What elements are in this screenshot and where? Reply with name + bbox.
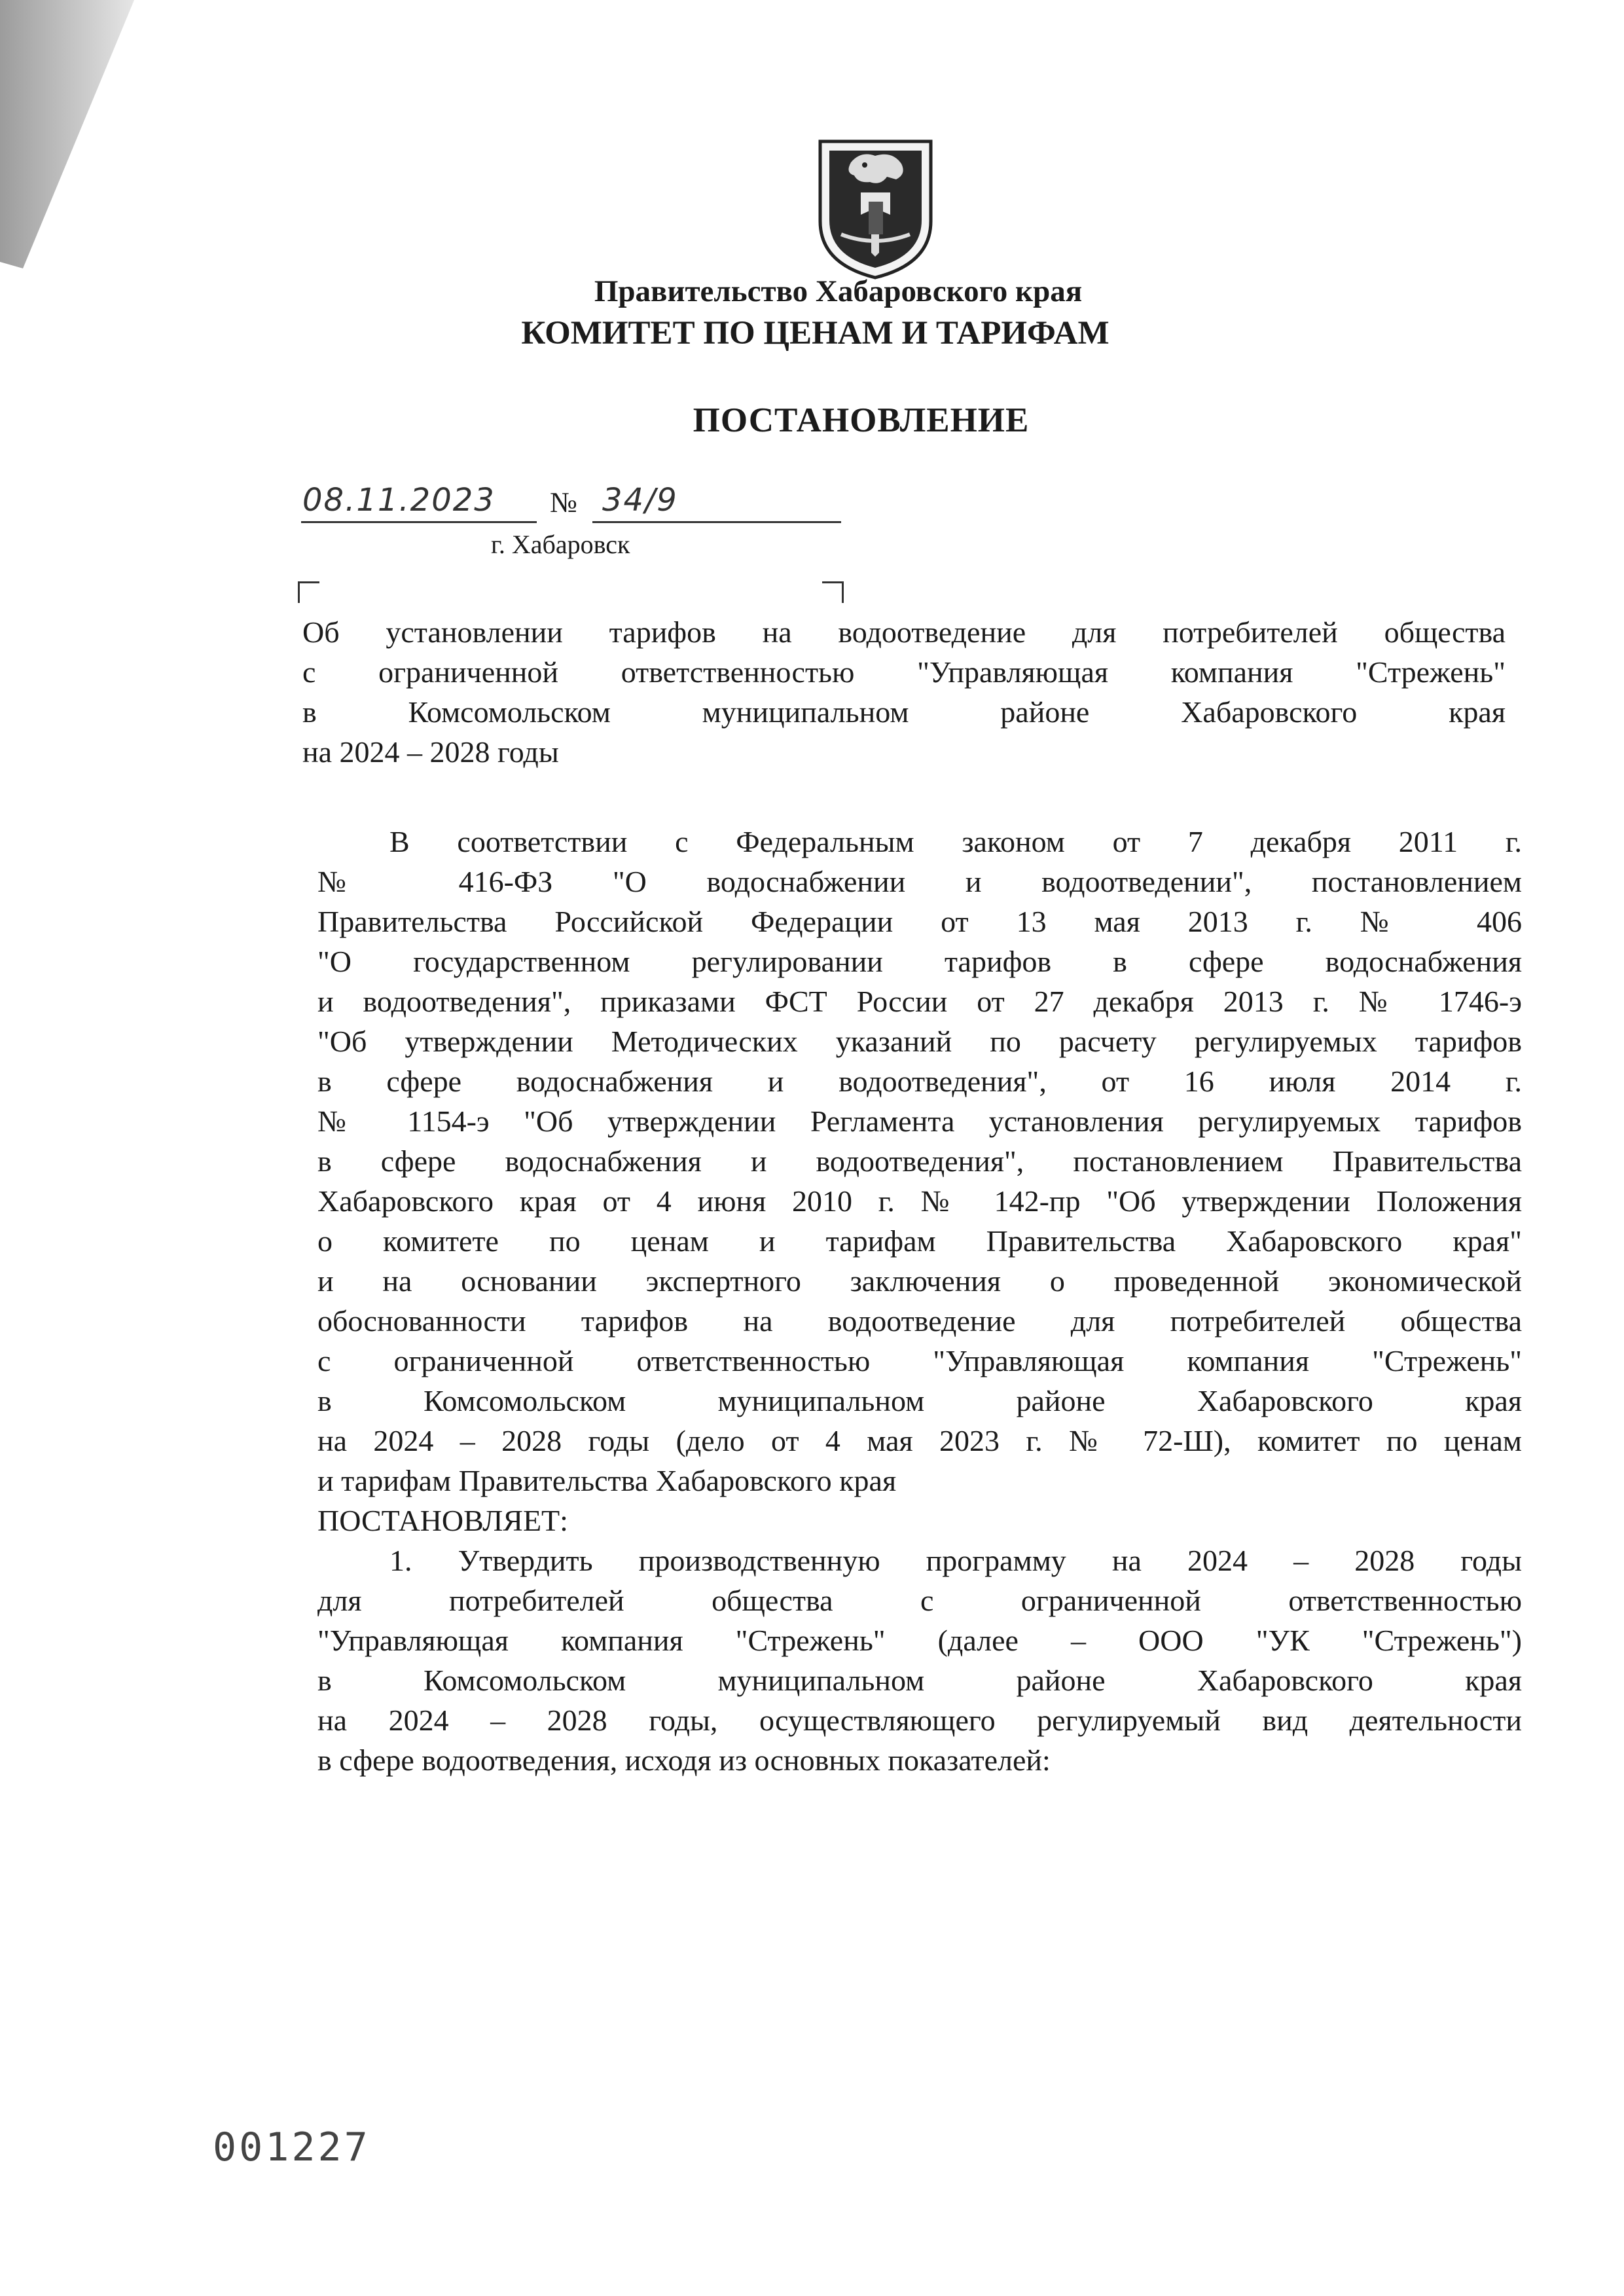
subject-line: в Комсомольском муниципальном районе Хабаровского края bbox=[302, 695, 1506, 729]
subject-bracket-right bbox=[822, 581, 844, 603]
preamble-line: о комитете по ценам и тарифам Правительства Хабаровского края" bbox=[317, 1224, 1522, 1258]
preamble-line: в Комсомольском муниципальном районе Хабаровского края bbox=[317, 1384, 1522, 1417]
preamble-line: и на основании экспертного заключения о проведенной экономической bbox=[317, 1264, 1522, 1298]
preamble-line: с ограниченной ответственностью "Управляющая компания "Стрежень" bbox=[317, 1344, 1522, 1377]
city-name: г. Хабаровск bbox=[491, 530, 630, 559]
item1-line: "Управляющая компания "Стрежень" (далее – ООО "УК "Стрежень") bbox=[317, 1624, 1522, 1657]
preamble-line: на 2024 – 2028 годы (дело от 4 мая 2023 г. № 72-Ш), комитет по ценам bbox=[317, 1424, 1522, 1457]
document-number: 34/9 bbox=[602, 482, 678, 519]
preamble-line: Хабаровского края от 4 июня 2010 г. № 142-пр "Об утверждении Положения bbox=[317, 1184, 1522, 1218]
subject-line: с ограниченной ответственностью "Управляющая компания "Стрежень" bbox=[302, 655, 1506, 689]
committee-name: КОМИТЕТ ПО ЦЕНАМ И ТАРИФАМ bbox=[521, 315, 1110, 352]
number-underline bbox=[592, 521, 841, 523]
document-type-title: ПОСТАНОВЛЕНИЕ bbox=[693, 401, 1030, 439]
item1-line: 1. Утвердить производственную программу на 2024 – 2028 годы bbox=[389, 1544, 1522, 1577]
page-serial-number: 001227 bbox=[213, 2124, 370, 2170]
preamble-line: в сфере водоснабжения и водоотведения", постановлением Правительства bbox=[317, 1144, 1522, 1178]
subject-line: Об установлении тарифов на водоотведение для потребителей общества bbox=[302, 615, 1506, 649]
document-body bbox=[317, 822, 1522, 1780]
preamble-line: обоснованности тарифов на водоотведение для потребителей общества bbox=[317, 1304, 1522, 1338]
preamble-line: и водоотведения", приказами ФСТ России от 27 декабря 2013 г. № 1746-э bbox=[317, 985, 1522, 1018]
document-date: 08.11.2023 bbox=[302, 482, 496, 519]
preamble-line: Правительства Российской Федерации от 13 мая 2013 г. № 406 bbox=[317, 905, 1522, 938]
date-number-line bbox=[295, 482, 851, 528]
item1-line: в Комсомольском муниципальном районе Хабаровского края bbox=[317, 1664, 1522, 1697]
preamble-line: № 1154-э "Об утверждении Регламента установления регулируемых тарифов bbox=[317, 1104, 1522, 1138]
preamble-line: В соответствии с Федеральным законом от 7 декабря 2011 г. bbox=[389, 825, 1522, 858]
document-subject bbox=[302, 612, 1506, 772]
subject-bracket-left bbox=[298, 581, 319, 603]
item1-line: для потребителей общества с ограниченной ответственностью bbox=[317, 1584, 1522, 1617]
item1-line: на 2024 – 2028 годы, осуществляющего регулируемый вид деятельности bbox=[317, 1704, 1522, 1737]
government-name: Правительство Хабаровского края bbox=[594, 274, 1083, 308]
scan-corner-shadow bbox=[0, 0, 137, 275]
resolves-heading: ПОСТАНОВЛЯЕТ: bbox=[317, 1504, 568, 1537]
subject-line: на 2024 – 2028 годы bbox=[302, 735, 559, 769]
item1-line: в сфере водоотведения, исходя из основных показателей: bbox=[317, 1743, 1051, 1777]
preamble-line: и тарифам Правительства Хабаровского края bbox=[317, 1464, 897, 1497]
number-sign: № bbox=[550, 486, 577, 519]
preamble-line: в сфере водоснабжения и водоотведения", от 16 июля 2014 г. bbox=[317, 1065, 1522, 1098]
coat-of-arms-emblem bbox=[815, 136, 936, 282]
preamble-line: № 416-ФЗ "О водоснабжении и водоотведении", постановлением bbox=[317, 865, 1522, 898]
date-underline bbox=[301, 521, 537, 523]
preamble-line: "Об утверждении Методических указаний по расчету регулируемых тарифов bbox=[317, 1025, 1522, 1058]
preamble-line: "О государственном регулировании тарифов в сфере водоснабжения bbox=[317, 945, 1522, 978]
